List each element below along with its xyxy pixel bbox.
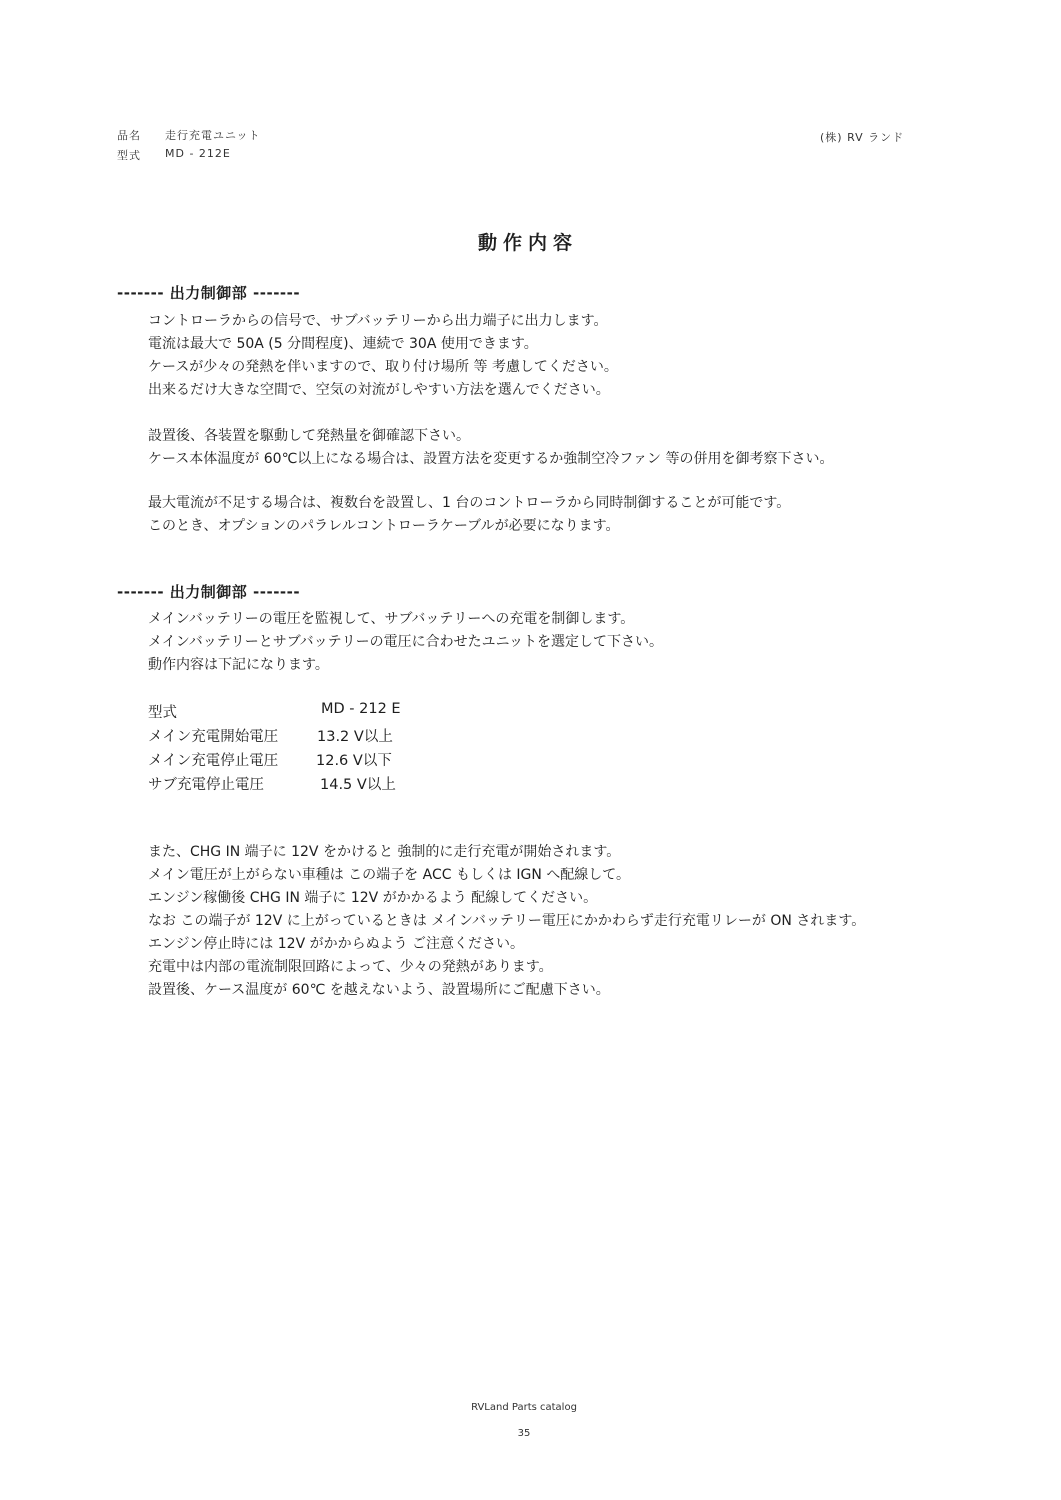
text-line: コントローラからの信号で、サブバッテリーから出力端子に出力します。: [148, 313, 608, 329]
spec-row: [148, 749, 448, 773]
text-line: このとき、オプションのパラレルコントローラケーブルが必要になります。: [148, 518, 620, 534]
spec-row: [148, 725, 448, 749]
spec-label: メイン充電開始電圧: [148, 729, 279, 745]
section1-paragraph-3: [148, 492, 790, 538]
spec-label: メイン充電停止電圧: [148, 753, 279, 769]
text-line: 設置後、各装置を駆動して発熱量を御確認下さい。: [148, 428, 470, 444]
section-heading-output-control: ------- 出力制御部 -------: [117, 284, 301, 302]
text-line: 出来るだけ大きな空間で、空気の対流がしやすい方法を選んでください。: [148, 382, 610, 398]
text-line: また、CHG IN 端子に 12V をかけると 強制的に走行充電が開始されます。: [148, 844, 621, 860]
text-line: メインバッテリーの電圧を監視して、サブバッテリーへの充電を制御します。: [148, 611, 635, 627]
text-line: 動作内容は下記になります。: [148, 657, 329, 673]
spec-row: [148, 773, 448, 797]
spec-label: 型式: [148, 705, 177, 721]
page-number: 35: [517, 1428, 531, 1439]
text-line: エンジン停止時には 12V がかからぬよう ご注意ください。: [148, 936, 525, 952]
text-line: 充電中は内部の電流制限回路によって、少々の発熱があります。: [148, 959, 553, 975]
text-line: 最大電流が不足する場合は、複数台を設置し、1 台のコントローラから同時制御することが可能です。: [148, 495, 791, 511]
page-title: 動作内容: [478, 232, 579, 254]
text-line: メインバッテリーとサブバッテリーの電圧に合わせたユニットを選定して下さい。: [148, 634, 664, 650]
text-line: メイン電圧が上がらない車種は この端子を ACC もしくは IGN へ配線して。: [148, 867, 631, 883]
text-line: なお この端子が 12V に上がっているときは メインバッテリー電圧にかかわらず走行充電リレーが ON されます。: [148, 913, 866, 929]
model-label: 型式: [117, 149, 141, 162]
product-name-label: 品名: [117, 129, 141, 142]
section2-paragraph-2: [148, 841, 865, 1002]
text-line: ケース本体温度が 60℃以上になる場合は、設置方法を変更するか強制空冷ファン 等の併用を御考察下さい。: [148, 451, 834, 467]
section1-paragraph-2: [148, 425, 833, 471]
spec-value: 14.5 V以上: [320, 777, 396, 793]
text-line: ケースが少々の発熱を伴いますので、取り付け場所 等 考慮してください。: [148, 359, 618, 375]
company-name: (株) RV ランド: [820, 131, 905, 144]
text-line: 電流は最大で 50A (5 分間程度)、連続で 30A 使用できます。: [148, 336, 538, 352]
section2-paragraph-1: [148, 608, 663, 677]
spec-value: 12.6 V以下: [316, 753, 392, 769]
model-number: MD - 212E: [165, 147, 231, 160]
spec-label: サブ充電停止電圧: [148, 777, 264, 793]
text-line: 設置後、ケース温度が 60℃ を越えないよう、設置場所にご配慮下さい。: [148, 982, 610, 998]
spec-row: [148, 701, 448, 725]
text-line: エンジン稼働後 CHG IN 端子に 12V がかかるよう 配線してください。: [148, 890, 598, 906]
voltage-spec-table: [148, 701, 468, 801]
spec-value: 13.2 V以上: [317, 729, 393, 745]
spec-value: MD - 212 E: [321, 701, 401, 717]
product-name: 走行充電ユニット: [165, 129, 261, 142]
section1-paragraph-1: [148, 310, 618, 402]
section-heading-charge-control: ------- 出力制御部 -------: [117, 583, 301, 601]
footer-catalog-name: RVLand Parts catalog: [471, 1402, 577, 1413]
